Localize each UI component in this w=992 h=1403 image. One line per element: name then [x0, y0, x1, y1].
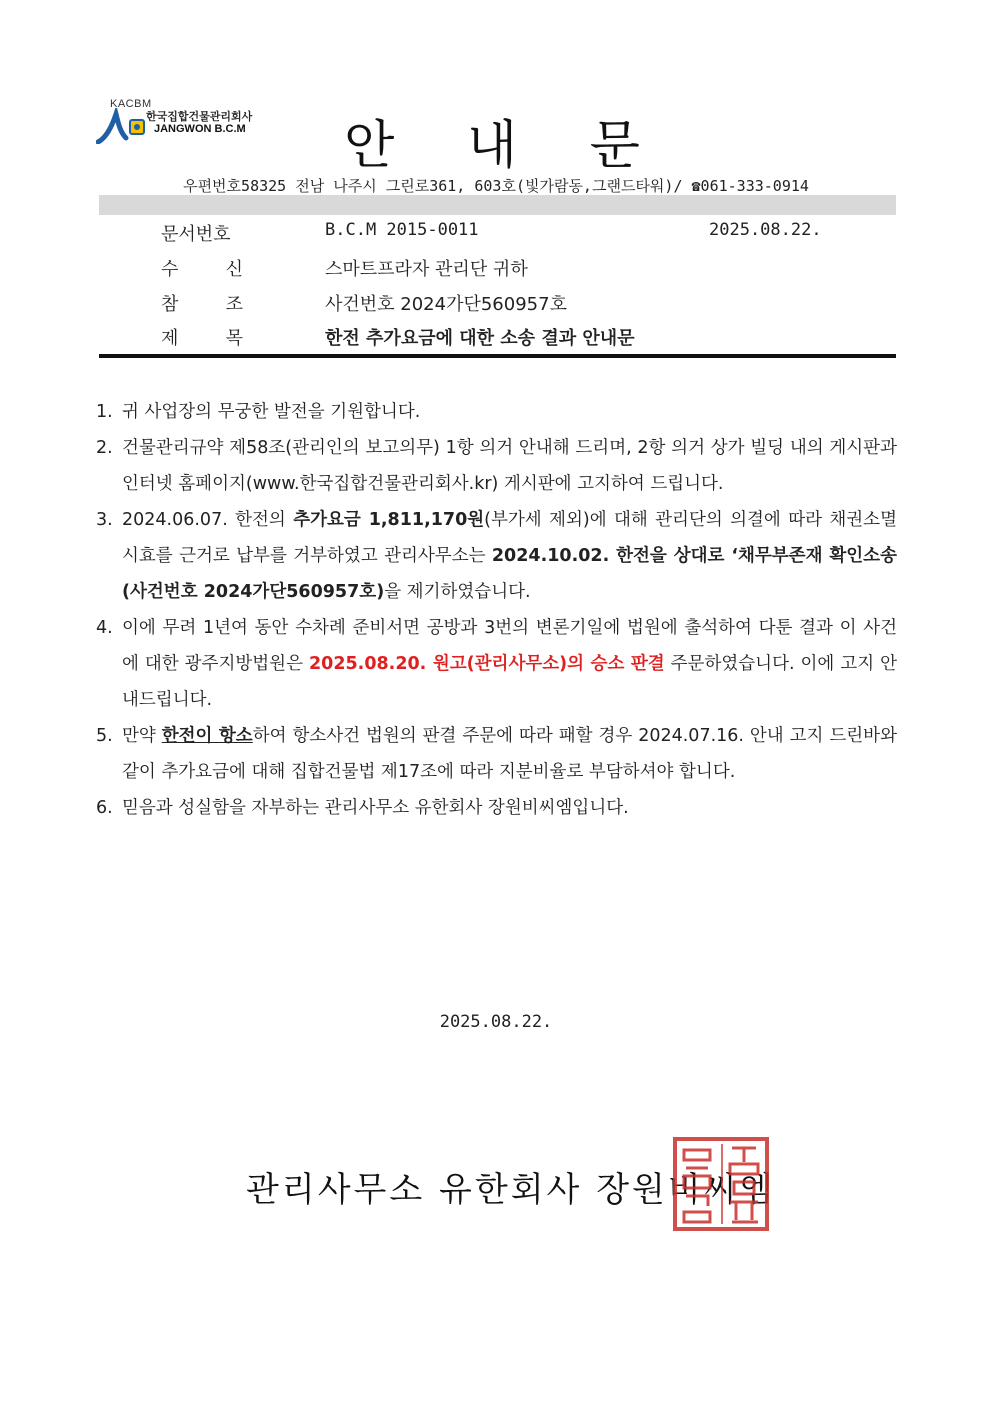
- doc-number-value: B.C.M 2015-0011: [325, 220, 479, 240]
- subject-label: 제 목: [161, 328, 243, 349]
- list-item: 4. 이에 무려 1년여 동안 수차례 준비서면 공방과 3번의 변론기일에 법원에 출석하여 다툰 결과 이 사건에 대한 광주지방법원은 2025.08.20. 원고(관리사무소)의 승소 판결 주문하였습니다. 이에 고지 안내드립니다.: [96, 618, 897, 710]
- additional-charge-amount: 추가요금 1,811,170원: [293, 510, 485, 530]
- page-title: 안 내 문: [344, 116, 668, 176]
- list-item: 6. 믿음과 성실함을 자부하는 관리사무소 유한회사 장원비씨엠입니다.: [96, 798, 629, 818]
- appeal-highlight: 한전이 항소: [161, 726, 253, 746]
- header-rule: [99, 354, 896, 358]
- notice-body: [96, 394, 897, 826]
- meta-row-subject: [99, 324, 896, 354]
- address-line: 우편번호58325 전남 나주시 그린로361, 603호(빛가람동,그랜드타워)/ ☎061-333-0914: [183, 177, 809, 195]
- meta-row-doc-number: [99, 220, 896, 250]
- doc-number-label: 문서번호: [161, 224, 231, 245]
- list-item: 3. 2024.06.07. 한전의 추가요금 1,811,170원(부가세 제외)에 대해 관리단의 의결에 따라 채권소멸시효를 근거로 납부를 거부하였고 관리사무소는 2024.10.02. 한전을 상대로 ‘채무부존재 확인소송(사건번호 2024가단560957호)을 제기하였습니다.: [96, 510, 897, 602]
- official-seal-icon: [672, 1136, 770, 1232]
- recipient-label: 수 신: [161, 259, 243, 280]
- footer-date: 2025.08.22.: [439, 1012, 553, 1032]
- doc-date: 2025.08.22.: [709, 220, 822, 240]
- reference-value: 사건번호 2024가단560957호: [325, 294, 567, 315]
- logo-abbreviation: KACBM: [110, 98, 152, 110]
- list-item: 1. 귀 사업장의 무궁한 발전을 기원합니다.: [96, 402, 421, 422]
- signature-line: 관리사무소 유한회사 장원비씨엠: [246, 1170, 776, 1210]
- logo-korean-name: 한국집합건물관리회사: [146, 110, 253, 123]
- reference-label: 참 조: [161, 294, 243, 315]
- logo-english-name: JANGWON B.C.M: [154, 123, 246, 135]
- verdict-highlight: 2025.08.20. 원고(관리사무소)의 승소 판결: [308, 654, 665, 674]
- header-divider-bar: [99, 195, 896, 215]
- lawsuit-filing: 2024.10.02. 한전을 상대로 ‘채무부존재 확인소송(사건번호 2024가단560957호): [122, 546, 897, 602]
- meta-row-reference: [99, 290, 896, 320]
- list-item: 2. 건물관리규약 제58조(관리인의 보고의무) 1항 의거 안내해 드리며, 2항 의거 상가 빌딩 내의 게시판과 인터넷 홈페이지(www.한국집합건물관리회사.kr) 게시판에 고지하여 드립니다.: [96, 438, 897, 494]
- recipient-value: 스마트프라자 관리단 귀하: [325, 259, 528, 280]
- list-item: 5. 만약 한전이 항소하여 항소사건 법원의 판결 주문에 따라 패할 경우 2024.07.16. 안내 고지 드린바와 같이 추가요금에 대해 집합건물법 제17조에 따라 지분비율로 부담하셔야 합니다.: [96, 726, 897, 782]
- meta-row-recipient: [99, 255, 896, 285]
- subject-value: 한전 추가요금에 대한 소송 결과 안내문: [325, 328, 635, 349]
